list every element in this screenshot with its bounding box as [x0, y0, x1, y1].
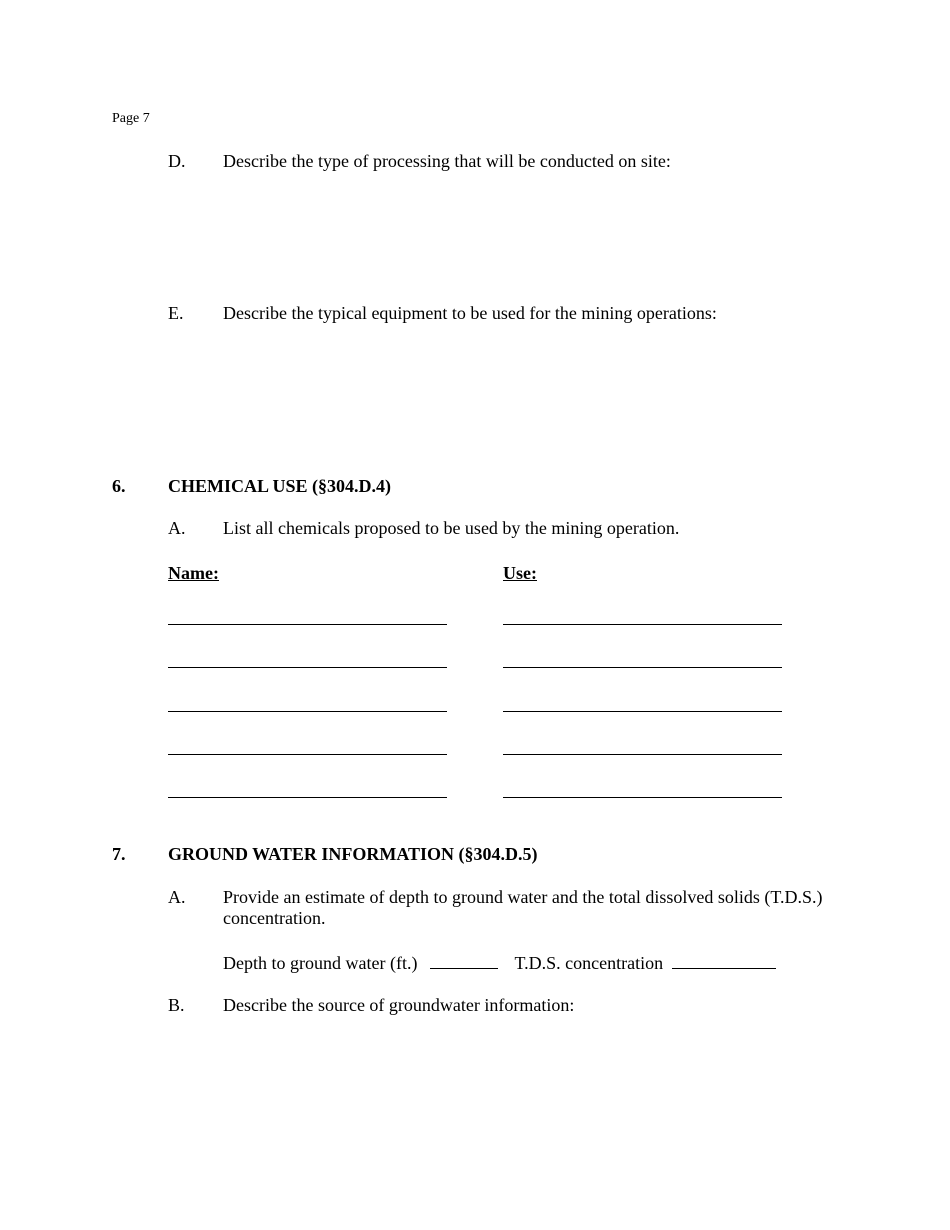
- chemical-use-line[interactable]: [503, 711, 782, 712]
- chemical-use-line[interactable]: [503, 754, 782, 755]
- section-7-item-a-text-line2: concentration.: [223, 908, 326, 928]
- section-6-title: CHEMICAL USE (§304.D.4): [168, 476, 392, 496]
- section-7-item-a-letter: A.: [168, 887, 186, 907]
- groundwater-fields-row: [223, 952, 776, 974]
- item-d-letter: D.: [168, 151, 186, 171]
- chemical-name-line[interactable]: [168, 711, 447, 712]
- chemical-name-line[interactable]: [168, 624, 447, 625]
- item-e-text: Describe the typical equipment to be used for the mining operations:: [223, 303, 717, 323]
- chemical-use-line[interactable]: [503, 624, 782, 625]
- section-6-item-a-text: List all chemicals proposed to be used by the mining operation.: [223, 518, 680, 538]
- tds-input[interactable]: [672, 952, 776, 969]
- chemical-use-column-label: Use:: [503, 563, 537, 583]
- section-6-number: 6.: [112, 476, 126, 496]
- section-7-title: GROUND WATER INFORMATION (§304.D.5): [168, 844, 538, 864]
- chemical-name-column-label: Name:: [168, 563, 219, 583]
- section-7-number: 7.: [112, 844, 126, 864]
- tds-label: T.D.S. concentration: [514, 953, 664, 973]
- depth-input[interactable]: [430, 952, 498, 969]
- section-7-item-a-text-line1: Provide an estimate of depth to ground water and the total dissolved solids (T.D.S.): [223, 887, 823, 907]
- chemical-name-line[interactable]: [168, 797, 447, 798]
- chemical-use-line[interactable]: [503, 667, 782, 668]
- chemical-use-line[interactable]: [503, 797, 782, 798]
- chemical-name-line[interactable]: [168, 754, 447, 755]
- item-e-letter: E.: [168, 303, 184, 323]
- section-7-item-b-text: Describe the source of groundwater information:: [223, 995, 575, 1015]
- chemical-name-line[interactable]: [168, 667, 447, 668]
- item-d-text: Describe the type of processing that will be conducted on site:: [223, 151, 671, 171]
- section-6-item-a-letter: A.: [168, 518, 186, 538]
- depth-label: Depth to ground water (ft.): [223, 953, 418, 973]
- section-7-item-b-letter: B.: [168, 995, 185, 1015]
- page-number: Page 7: [112, 111, 150, 126]
